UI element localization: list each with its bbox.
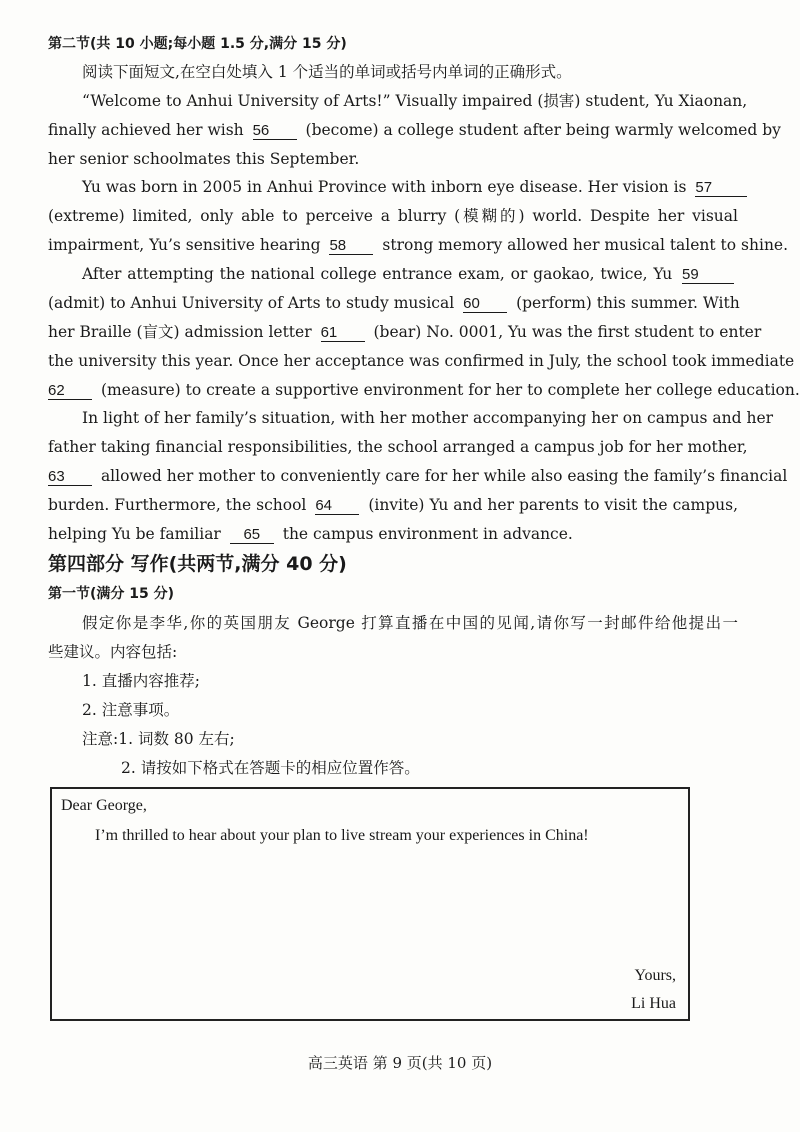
- passage-line: [48, 322, 762, 342]
- blank-56[interactable]: 56: [253, 122, 297, 140]
- passage-text: helping Yu be familiar: [48, 525, 221, 543]
- section2-instruction: 阅读下面短文,在空白处填入 1 个适当的单词或括号内单词的正确形式。: [82, 63, 572, 81]
- passage-text: her Braille (盲文) admission letter: [48, 323, 312, 341]
- blank-61[interactable]: 61: [321, 324, 365, 342]
- passage-line: In light of her family’s situation, with her mother accompanying her on campus and her: [82, 409, 774, 427]
- passage-line: [82, 264, 738, 284]
- passage-line: [48, 495, 738, 515]
- letter-answer-box[interactable]: [50, 787, 690, 1021]
- blank-62[interactable]: 62: [48, 382, 92, 400]
- passage-text: (perform) this summer. With: [516, 294, 740, 312]
- passage-line: (extreme) limited, only able to perceive a blurry (模糊的) world. Despite her visual: [48, 207, 738, 225]
- page-footer: 高三英语 第 9 页(共 10 页): [307, 1054, 493, 1072]
- letter-greeting: Dear George,: [61, 797, 147, 814]
- passage-line: father taking financial responsibilities, the school arranged a campus job for her mother,: [48, 438, 748, 456]
- passage-text: impairment, Yu’s sensitive hearing: [48, 236, 321, 254]
- passage-text: (admit) to Anhui University of Arts to study musical: [48, 294, 455, 312]
- passage-text: the campus environment in advance.: [282, 525, 573, 543]
- passage-line: “Welcome to Anhui University of Arts!” Visually impaired (损害) student, Yu Xiaonan,: [82, 92, 748, 110]
- content-item: 1. 直播内容推荐;: [82, 672, 200, 690]
- passage-text: (measure) to create a supportive environment for her to complete her college education.: [100, 381, 800, 399]
- content-item: 2. 注意事项。: [82, 701, 180, 719]
- blank-63[interactable]: 63: [48, 468, 92, 486]
- passage-text: (invite) Yu and her parents to visit the campus,: [368, 496, 738, 514]
- passage-text: (bear) No. 0001, Yu was the first student to enter: [373, 323, 762, 341]
- passage-line: the university this year. Once her acceptance was confirmed in July, the school took immediate: [48, 352, 795, 370]
- blank-65[interactable]: 65: [230, 526, 274, 544]
- passage-line: [48, 524, 738, 544]
- blank-59[interactable]: 59: [682, 266, 734, 284]
- note-line: 注意:1. 词数 80 左右;: [82, 730, 235, 748]
- passage-line: [48, 293, 738, 313]
- passage-line: [48, 235, 789, 255]
- passage-text: allowed her mother to conveniently care for her while also easing the family’s financial: [100, 467, 788, 485]
- blank-64[interactable]: 64: [315, 497, 359, 515]
- passage-text: Yu was born in 2005 in Anhui Province with inborn eye disease. Her vision is: [82, 178, 687, 196]
- passage-text: (become) a college student after being warmly welcomed by: [305, 121, 781, 139]
- letter-signature: Li Hua: [631, 995, 676, 1012]
- letter-opening: I’m thrilled to hear about your plan to live stream your experiences in China!: [95, 827, 589, 844]
- passage-text: After attempting the national college entrance exam, or gaokao, twice, Yu: [82, 265, 673, 283]
- section2-header: 第二节(共 10 小题;每小题 1.5 分,满分 15 分): [48, 36, 347, 52]
- passage-text: strong memory allowed her musical talent to shine.: [382, 236, 789, 254]
- passage-line: [82, 177, 738, 197]
- section1-header: 第一节(满分 15 分): [48, 586, 175, 602]
- passage-line: her senior schoolmates this September.: [48, 150, 360, 168]
- prompt-line: 假定你是李华,你的英国朋友 George 打算直播在中国的见闻,请你写一封邮件给他提出一: [82, 614, 738, 632]
- passage-text: burden. Furthermore, the school: [48, 496, 307, 514]
- passage-line: [48, 120, 781, 140]
- note-line: 2. 请按如下格式在答题卡的相应位置作答。: [121, 759, 420, 777]
- passage-line: [48, 380, 800, 400]
- letter-closing: Yours,: [634, 967, 676, 984]
- part4-header: 第四部分 写作(共两节,满分 40 分): [48, 553, 347, 575]
- blank-60[interactable]: 60: [463, 295, 507, 313]
- blank-58[interactable]: 58: [329, 237, 373, 255]
- passage-line: [48, 466, 788, 486]
- passage-text: finally achieved her wish: [48, 121, 244, 139]
- blank-57[interactable]: 57: [695, 179, 747, 197]
- prompt-line: 些建议。内容包括:: [48, 643, 178, 661]
